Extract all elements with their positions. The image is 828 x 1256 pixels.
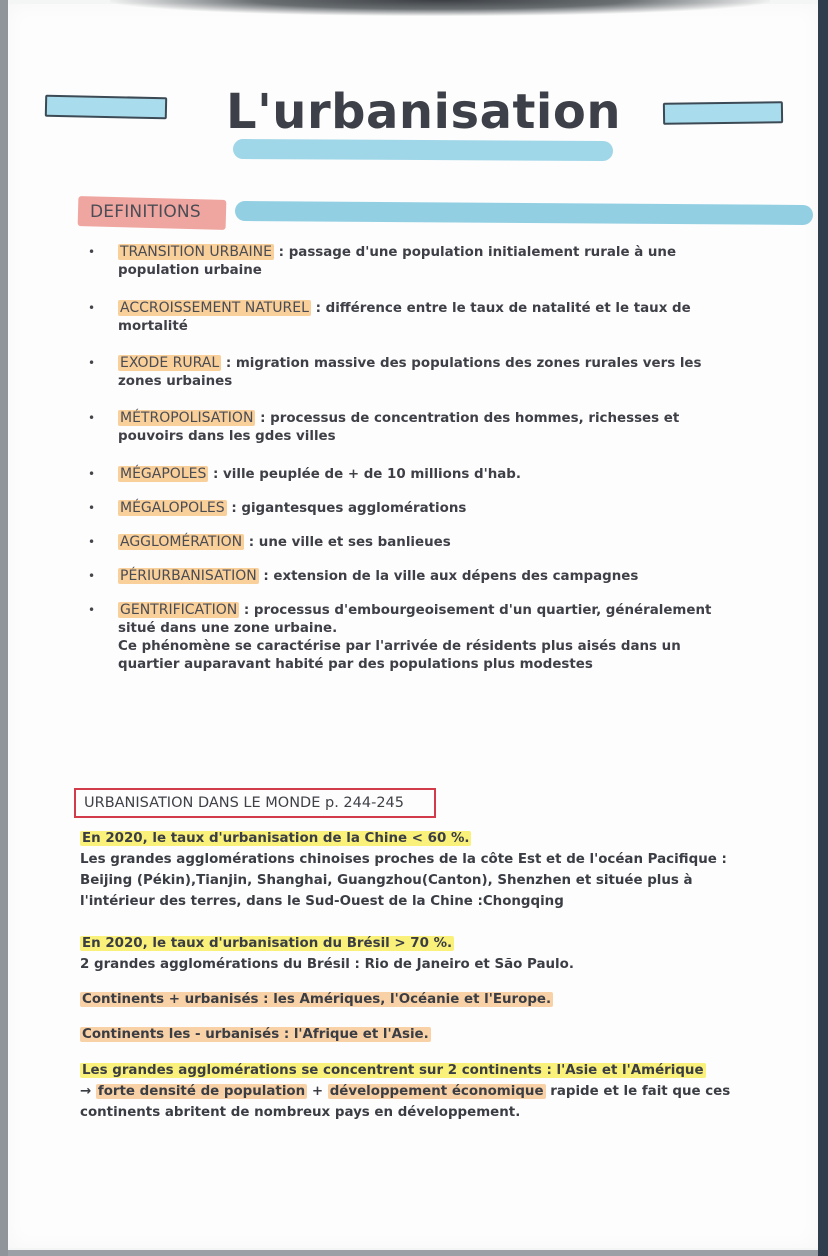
bullet-icon: •	[88, 411, 96, 425]
definition-term: EXODE RURAL	[120, 355, 220, 371]
bullet-icon: •	[88, 501, 96, 515]
arrow-icon: →	[80, 1084, 96, 1099]
title-underline	[233, 139, 613, 161]
definition-text: AGGLOMÉRATION : une ville et ses banlieues	[120, 534, 451, 550]
most-urbanised-continents: Continents + urbanisés : les Amériques, l'Océanie et l'Europe.	[82, 992, 552, 1007]
bullet-icon: •	[88, 356, 96, 370]
bullet-icon: •	[88, 535, 96, 549]
bullet-icon: •	[88, 569, 96, 583]
definition-text: PÉRIURBANISATION : extension de la ville aux dépens des campagnes	[120, 568, 639, 584]
definition-text: ACCROISSEMENT NATUREL : différence entre le taux de natalité et le taux de mortalité	[118, 300, 691, 334]
china-paragraph: En 2020, le taux d'urbanisation de la Chine < 60 %. Les grandes agglomérations chinoises proches de la côte Est et de l'océan Pacifique : Beijing (Pékin),Tianjin, Shanghai, Guangzhou(Canton), Shenzhen et située plus à l'intérieur des terres, dans le Sud-Ouest de la Chine :Chongqing	[80, 831, 727, 909]
photo-edge-top-shadow	[110, 0, 770, 16]
definition-term: MÉGAPOLES	[120, 466, 207, 482]
definitions-heading-bar	[235, 201, 813, 225]
definition-term: AGGLOMÉRATION	[120, 534, 243, 550]
definitions-heading: DEFINITIONS	[90, 202, 201, 222]
china-rate-highlight: En 2020, le taux d'urbanisation de la Chine < 60 %.	[82, 831, 470, 846]
definition-term: PÉRIURBANISATION	[120, 568, 257, 584]
definition-text: GENTRIFICATION : processus d'embourgeoisement d'un quartier, généralement situé dans une zone urbaine. Ce phénomène se caractérise par l'arrivée de résidents plus aisés dans un quartier auparavant habité par des populations plus modestes	[118, 602, 712, 672]
conclusion-paragraph: Les grandes agglomérations se concentrent sur 2 continents : l'Asie et l'Amérique → forte densité de population + développement économique rapide et le fait que ces continents abritent de nombreux pays en développement.	[80, 1063, 731, 1120]
title-decoration-right	[663, 101, 783, 125]
definition-text: MÉTROPOLISATION : processus de concentration des hommes, richesses et pouvoirs dans les gdes villes	[118, 410, 680, 444]
photo-edge-right	[818, 0, 828, 1256]
definition-term: MÉGALOPOLES	[120, 500, 225, 516]
bullet-icon: •	[88, 301, 96, 315]
brazil-rate-highlight: En 2020, le taux d'urbanisation du Brésil > 70 %.	[82, 936, 453, 951]
section-heading: URBANISATION DANS LE MONDE p. 244-245	[84, 795, 404, 811]
brazil-paragraph: En 2020, le taux d'urbanisation du Brésil > 70 %. 2 grandes agglomérations du Brésil : Rio de Janeiro et São Paulo.	[80, 936, 574, 972]
photo-edge-bottom	[8, 1250, 818, 1256]
definition-text: MÉGAPOLES : ville peuplée de + de 10 millions d'hab.	[120, 466, 521, 482]
definition-term: GENTRIFICATION	[120, 602, 238, 618]
definition-term: ACCROISSEMENT NATUREL	[120, 300, 309, 316]
photo-edge-left	[0, 0, 8, 1256]
definition-text: EXODE RURAL : migration massive des populations des zones rurales vers les zones urbaines	[118, 355, 702, 389]
definition-term: TRANSITION URBAINE	[120, 244, 273, 260]
title-decoration-left	[45, 95, 167, 120]
bullet-icon: •	[88, 603, 96, 617]
bullet-icon: •	[88, 467, 96, 481]
bullet-icon: •	[88, 245, 96, 259]
definition-text: MÉGALOPOLES : gigantesques agglomérations	[120, 500, 467, 516]
definition-term: MÉTROPOLISATION	[120, 410, 254, 426]
least-urbanised-continents: Continents les - urbanisés : l'Afrique et l'Asie.	[82, 1027, 429, 1042]
page-title: L'urbanisation	[226, 84, 622, 140]
definition-text: TRANSITION URBAINE : passage d'une population initialement rurale à une population urbaine	[118, 244, 677, 278]
